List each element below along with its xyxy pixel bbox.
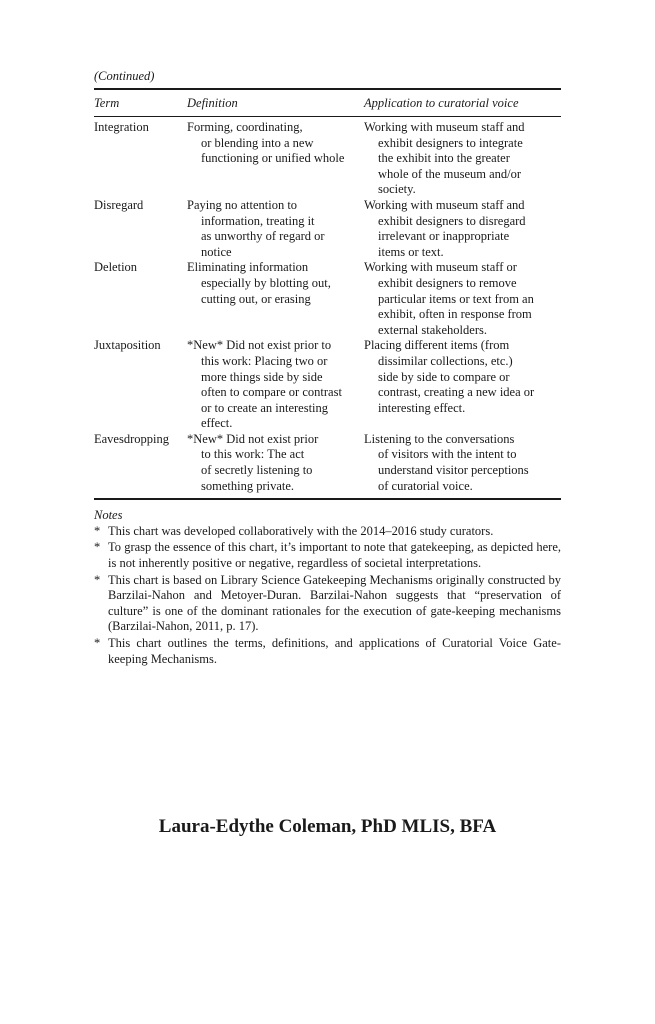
note-text: This chart is based on Library Science Gatekeeping Mechanisms originally constructed by Barzilai-Nahon and Metoyer-Duran. Barzilai-Nahon suggests that “preservation of culture” is one of the dominant rationales for the execution of gate-keeping mechanisms (Barzilai-Nahon, 2011, p. 17). (108, 572, 561, 634)
note-item (94, 540, 561, 571)
application-cell-line: interesting effect. (378, 400, 466, 415)
application-cell-line: Working with museum staff and (364, 197, 525, 212)
definition-cell-line: or to create an interesting (201, 400, 329, 415)
definition-cell-line: this work: Placing two or (201, 353, 328, 368)
definition-cell-line: Forming, coordinating, (187, 120, 303, 134)
application-cell-line: dissimilar collections, etc.) (378, 353, 513, 368)
asterisk-bullet-icon: * (94, 523, 101, 538)
note-item (94, 636, 561, 667)
definition-cell (187, 338, 364, 432)
asterisk-bullet-icon: * (94, 540, 101, 555)
definition-cell-line: more things side by side (201, 369, 323, 384)
term-cell: Eavesdropping (94, 431, 169, 446)
application-cell (364, 120, 561, 198)
definition-cell-line: effect. (201, 416, 233, 431)
definition-cell-line: often to compare or contrast (201, 385, 342, 400)
application-cell-line: exhibit, often in response from (378, 307, 532, 322)
term-cell: Deletion (94, 260, 138, 275)
header-definition: Definition (187, 95, 238, 110)
note-item (94, 573, 561, 635)
application-cell-line: Placing different items (from (364, 338, 510, 353)
application-cell-line: particular items or text from an (378, 291, 534, 306)
definition-cell-line: notice (201, 244, 232, 259)
term-cell: Juxtaposition (94, 338, 161, 353)
application-cell-line: Working with museum staff and (364, 120, 525, 134)
application-cell-line: of visitors with the intent to (378, 447, 517, 462)
term-cell: Disregard (94, 197, 144, 212)
definition-cell-line: or blending into a new (201, 135, 314, 150)
table-row (94, 260, 561, 338)
definition-cell-line: something private. (201, 478, 295, 493)
application-cell-line: understand visitor perceptions (378, 463, 529, 478)
definition-cell-line: Eliminating information (187, 260, 309, 275)
table-row (94, 338, 561, 432)
definition-cell (187, 198, 364, 260)
definition-cell-line: as unworthy of regard or (201, 229, 325, 244)
application-cell-line: Listening to the conversations (364, 431, 515, 446)
note-text: This chart was developed collaboratively with the 2014–2016 study curators. (108, 523, 494, 538)
application-cell-line: the exhibit into the greater (378, 151, 510, 166)
definition-cell-line: cutting out, or erasing (201, 291, 311, 306)
author-name: Laura-Edythe Coleman, PhD MLIS, BFA (158, 816, 497, 837)
definition-cell-line: of secretly listening to (201, 463, 313, 478)
definition-cell-line: *New* Did not exist prior to (187, 338, 332, 353)
application-cell-line: items or text. (378, 244, 444, 259)
continued-label: (Continued) (94, 69, 155, 83)
application-cell-line: of curatorial voice. (378, 478, 473, 493)
definition-cell-line: especially by blotting out, (201, 275, 331, 290)
application-cell-line: irrelevant or inappropriate (378, 229, 510, 244)
table-row (94, 198, 561, 260)
table-bottom-rule (94, 498, 561, 500)
definition-cell (187, 432, 364, 494)
definition-cell-line: Paying no attention to (187, 197, 298, 212)
definition-cell (187, 260, 364, 338)
definition-cell-line: *New* Did not exist prior (187, 431, 319, 446)
application-cell-line: external stakeholders. (378, 322, 487, 337)
term-cell: Integration (94, 120, 149, 134)
document-page (94, 68, 561, 668)
application-cell-line: society. (378, 182, 416, 197)
table-row (94, 432, 561, 494)
application-cell-line: whole of the museum and/or (378, 166, 522, 181)
notes-section (94, 508, 561, 667)
application-cell-line: Working with museum staff or (364, 260, 517, 275)
application-cell-line: exhibit designers to integrate (378, 135, 523, 150)
asterisk-bullet-icon: * (94, 636, 101, 650)
header-application: Application to curatorial voice (364, 95, 519, 110)
note-text: This chart outlines the terms, definitions, and applications of Curatorial Voice Gate-keeping Mechanisms. (108, 636, 561, 666)
table-row (94, 120, 561, 198)
definition-cell-line: information, treating it (201, 213, 315, 228)
definition-cell (187, 120, 364, 198)
application-cell (364, 432, 561, 494)
application-cell (364, 198, 561, 260)
application-cell-line: exhibit designers to disregard (378, 213, 526, 228)
note-text: To grasp the essence of this chart, it’s important to note that gatekeeping, as depicted here, is not inherently positive or negative, regardless of societal interpretations. (108, 540, 561, 571)
table-body (94, 117, 561, 498)
application-cell (364, 260, 561, 338)
note-item (94, 524, 561, 540)
definition-cell-line: functioning or unified whole (201, 151, 345, 166)
application-cell-line: contrast, creating a new idea or (378, 385, 535, 400)
notes-title: Notes (94, 508, 123, 523)
header-term: Term (94, 95, 120, 110)
table-header-row (94, 90, 561, 116)
application-cell (364, 338, 561, 432)
application-cell-line: side by side to compare or (378, 369, 510, 384)
asterisk-bullet-icon: * (94, 572, 101, 587)
notes-list (94, 524, 561, 667)
application-cell-line: exhibit designers to remove (378, 275, 517, 290)
definition-cell-line: to this work: The act (201, 447, 305, 462)
